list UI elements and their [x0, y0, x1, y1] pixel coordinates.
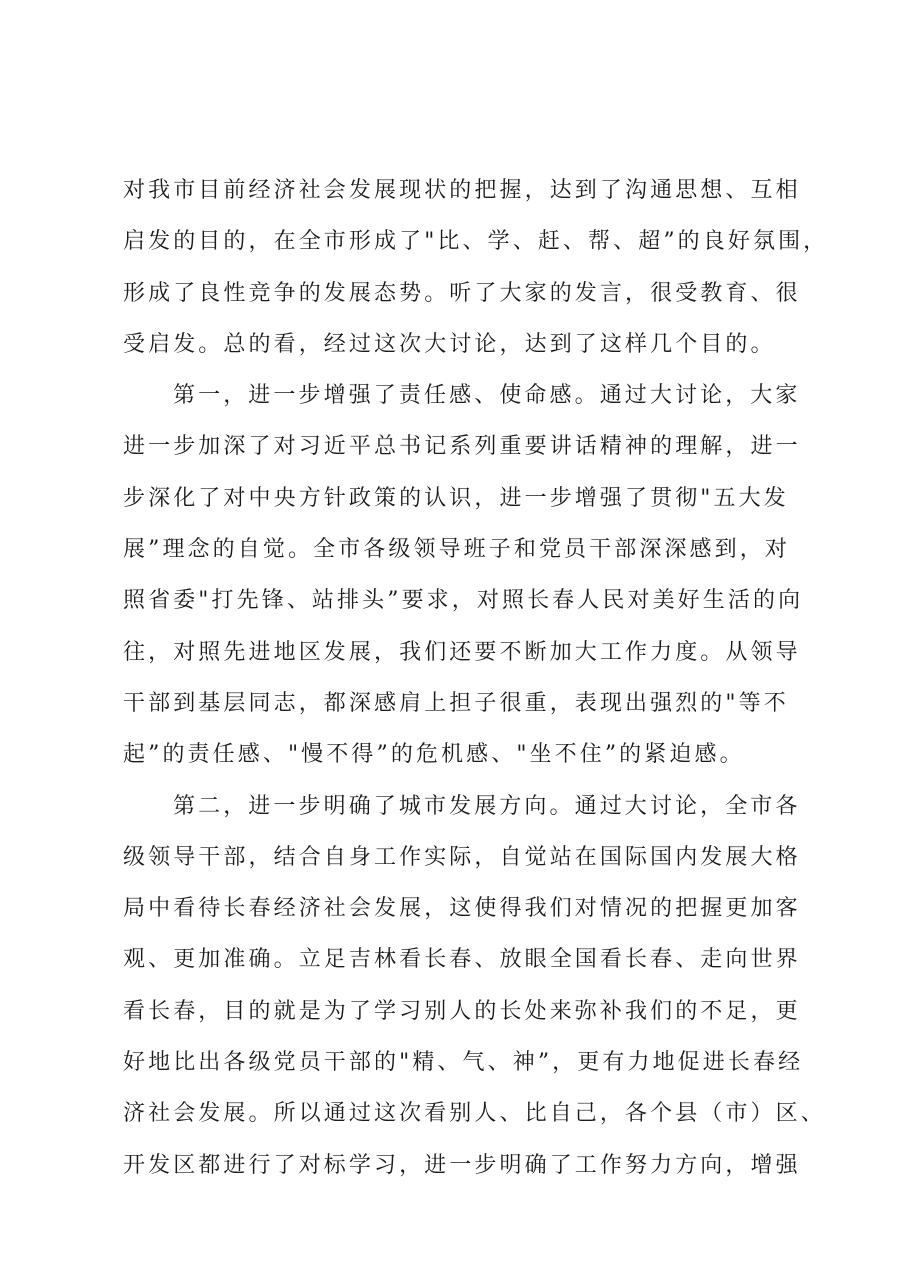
- text-line: 受启发。总的看，经过这次大讨论，达到了这样几个目的。: [123, 331, 776, 357]
- text-line: 开发区都进行了对标学习，进一步明确了工作努力方向，增强: [123, 1152, 801, 1178]
- text-line: 步深化了对中央方针政策的认识，进一步增强了贯彻"五大发: [123, 485, 789, 511]
- text-line: 干部到基层同志，都深感肩上担子很重，表现出强烈的"等不: [123, 690, 789, 716]
- text-line: 形成了良性竞争的发展态势。听了大家的发言，很受教育、很: [123, 280, 801, 306]
- text-line: 照省委"打先锋、站排头”要求，对照长春人民对美好生活的向: [123, 588, 804, 614]
- text-line: 展”理念的自觉。全市各级领导班子和党员干部深深感到，对: [123, 537, 790, 563]
- text-line: 起”的责任感、"慢不得”的危机感、"坐不住”的紧迫感。: [123, 742, 745, 768]
- text-line: 好地比出各级党员干部的"精、气、神”，更有力地促进长春经: [123, 1050, 804, 1076]
- text-line: 对我市目前经济社会发展现状的把握，达到了沟通思想、互相: [123, 178, 801, 203]
- text-line: 级领导干部，结合自身工作实际，自觉站在国际国内发展大格: [123, 844, 801, 870]
- text-line: 局中看待长春经济社会发展，这使得我们对情况的把握更加客: [123, 896, 801, 922]
- text-line: 往，对照先进地区发展，我们还要不断加大工作力度。从领导: [123, 639, 801, 665]
- paragraph-first-line: 第一，进一步增强了责任感、使命感。通过大讨论，大家: [173, 383, 801, 409]
- text-line: 观、更加准确。立足吉林看长春、放眼全国看长春、走向世界: [123, 947, 801, 973]
- text-line: 济社会发展。所以通过这次看别人、比自己，各个县（市）区、: [123, 1101, 826, 1127]
- text-line: 启发的目的，在全市形成了"比、学、赶、帮、超”的良好氛围，: [123, 229, 829, 255]
- body-text: [123, 165, 829, 1191]
- text-line: 看长春，目的就是为了学习别人的长处来弥补我们的不足，更: [123, 998, 801, 1024]
- paragraph-first-line: 第二，进一步明确了城市发展方向。通过大讨论，全市各: [173, 793, 801, 819]
- text-line: 进一步加深了对习近平总书记系列重要讲话精神的理解，进一: [123, 434, 801, 460]
